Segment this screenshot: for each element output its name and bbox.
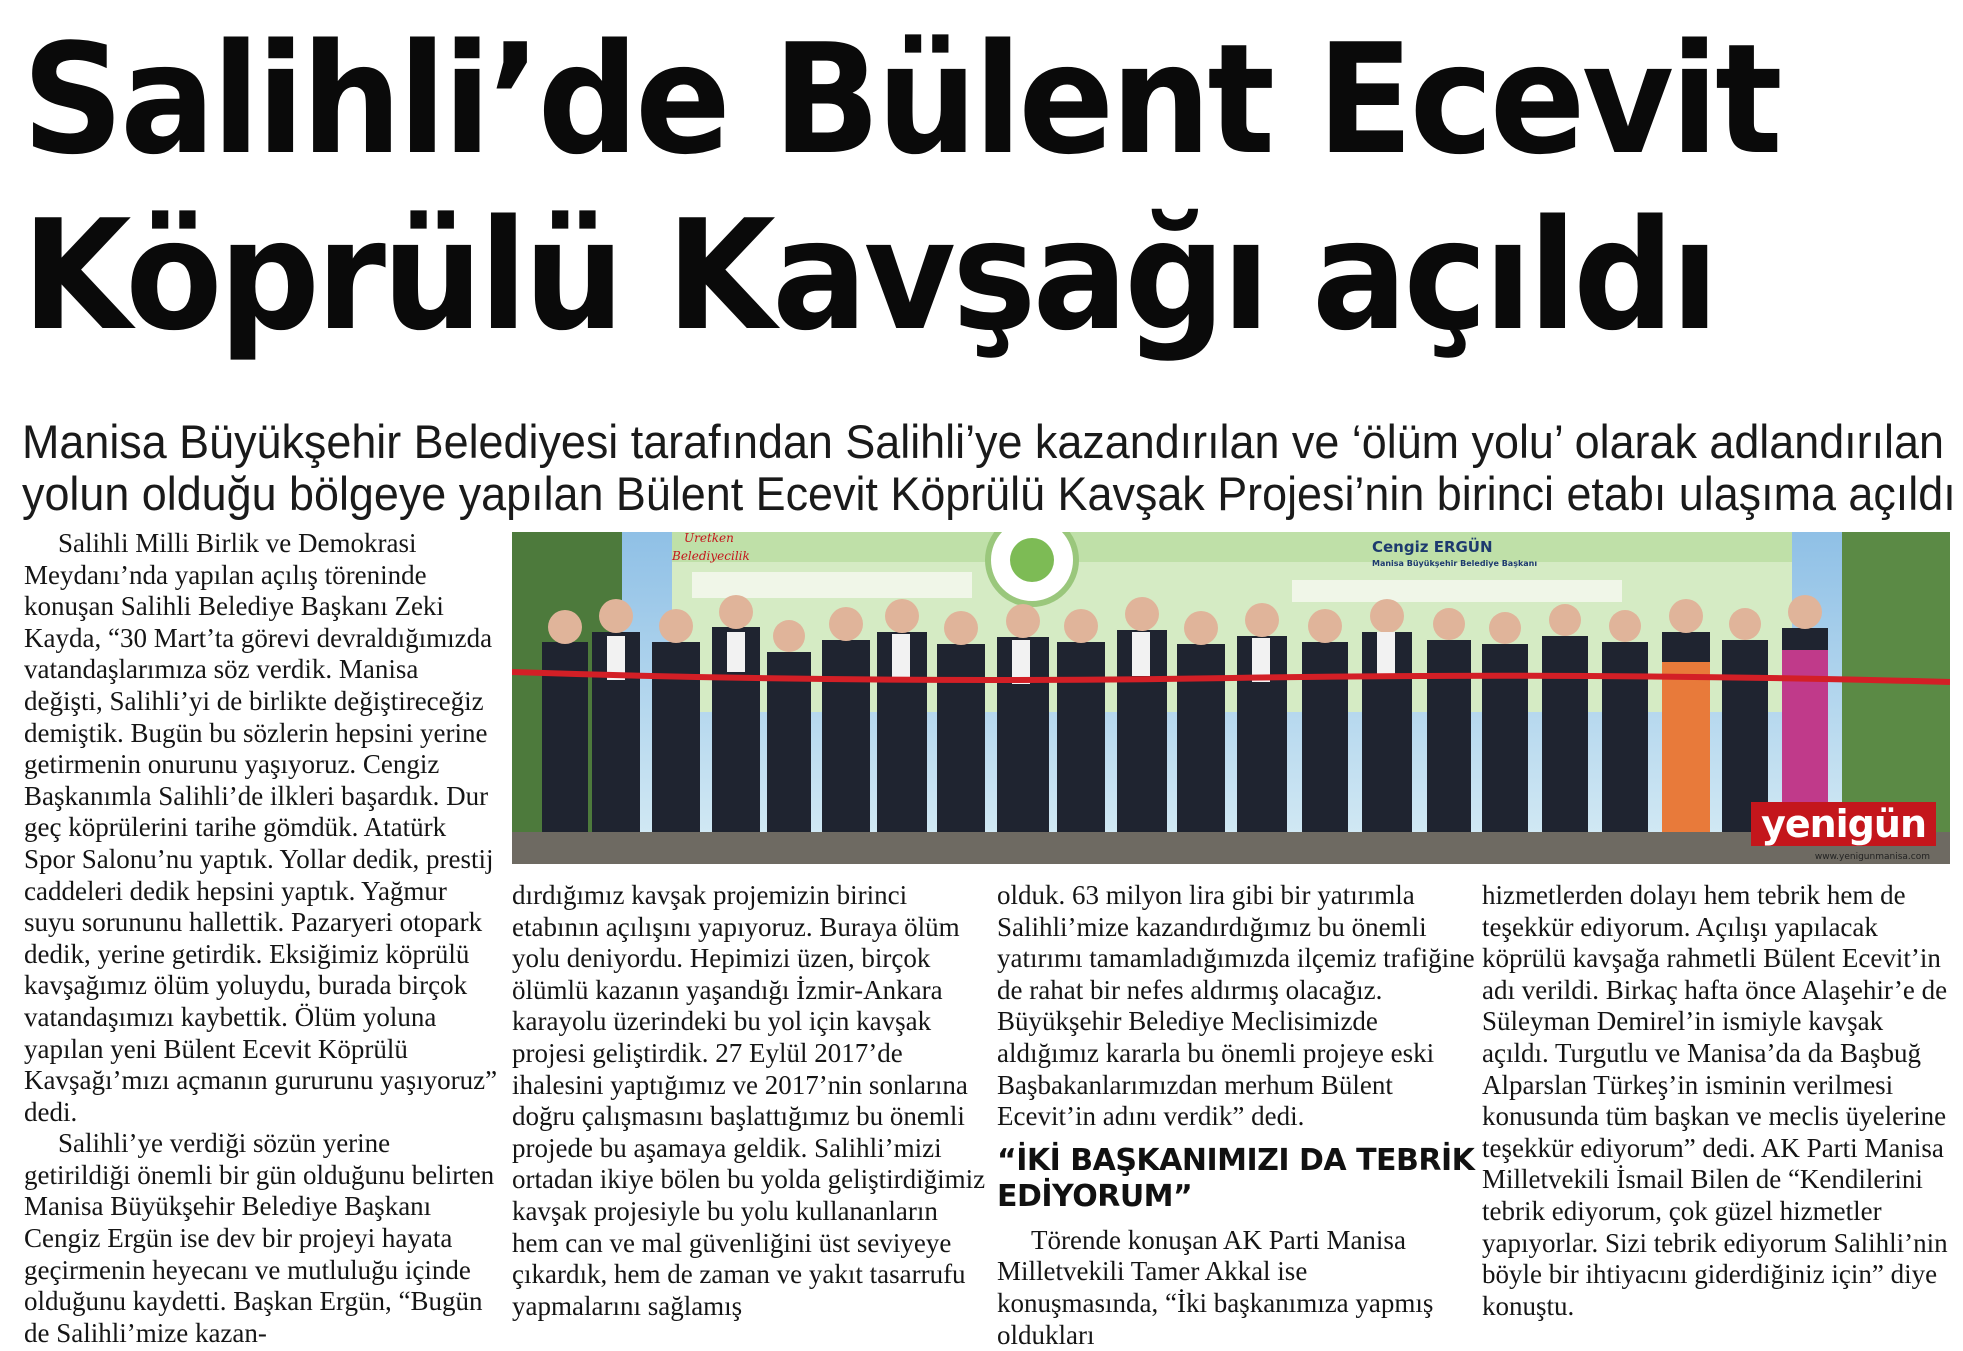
article-column-4 [1482,880,1952,1322]
article-paragraph: olduk. 63 milyon lira gibi bir yatırımla Salihli’mize kazandırdığımız bu önemli yatırımı tamamladığımızda ilçemiz trafiğine de rahat bir nefes aldırmış olacağız. Büyükşehir Belediye Meclisimizde aldığımız kararla bu önemli projeye eski Başbakanlarımızdan merhum Bülent Ecevit’in adını verdik” dedi. [997,880,1475,1132]
ribbon-cutting-illustration [512,532,1950,864]
article-paragraph: Salihli Milli Birlik ve Demokrasi Meydanı’nda yapılan açılış töreninde konuşan Salihli Belediye Başkanı Zeki Kayda, “30 Mart’ta görevi devraldığımızda vatandaşlarımıza söz verdik. Manisa değişti, Salihli’yi de birlikte değiştireceğiz demiştik. Bugün bu sözlerin hepsini yerine getirmenin onurunu yaşıyoruz. Cengiz Başkanımla Salihli’de ilkleri başardık. Dur geç köprülerini tarihe gömdük. Atatürk Spor Salonu’nu yaptık. Yollar dedik, prestij caddeleri dedik hepsini yaptık. Yağmur suyu sorununu hallettik. Pazaryeri otopark dedik, yerine getirdik. Eksiğimiz köprülü kavşağımız ölüm yoluydu, burada birçok vatandaşımızı kaybettik. Ölüm yoluna yapılan yeni Bülent Ecevit Köprülü Kavşağı’mızı açmanın gururunu yaşıyoruz” dedi. [24,528,498,1127]
article-column-3 [997,880,1475,1351]
banner-role: Manisa Büyükşehir Belediye Başkanı [1372,559,1538,568]
banner-slogan-2: Belediyecilik [672,549,750,563]
subheadline-line-1: Manisa Büyükşehir Belediyesi tarafından Salihli’ye kazandırılan ve ‘ölüm yolu’ olarak adlandırılan [22,415,1944,468]
article-column-2 [512,880,988,1322]
brand-logo: yenigün [1751,802,1936,846]
article-paragraph: dırdığımız kavşak projemizin birinci etabının açılışını yapıyoruz. Buraya ölüm yolu deniyordu. Hepimizi üzen, birçok ölümlü kazanın yaşandığı İzmir-Ankara karayolu üzerindeki bu yol için kavşak projesi geliştirdik. 27 Eylül 2017’de ihalesini yaptığımız ve 2017’nin sonlarına doğru çalışmasını başlattığımız bu önemli projede bu aşamaya geldik. Salihli’mizi ortadan ikiye bölen bu yolda geliştirdiğimiz kavşak projesiyle bu yolu kullananların hem can ve mal güvenliğini üst seviyeye çıkardık, hem de zaman ve yakıt tasarrufu yapmalarını sağlamış [512,880,986,1321]
article-paragraph: Törende konuşan AK Parti Manisa Milletvekili Tamer Akkal ise konuşmasında, “İki başkanımıza yapmış oldukları [997,1224,1434,1350]
section-subhead: “İKİ BAŞKANIMIZI DA TEBRİK EDİYORUM” [997,1142,1475,1214]
article-column-1 [24,528,502,1349]
ceremony-photo [512,532,1950,864]
banner-slogan-1: Üretken [684,532,734,545]
article-paragraph: hizmetlerden dolayı hem tebrik hem de teşekkür ediyorum. Açılışı yapılacak köprülü kavşağa rahmetli Bülent Ecevit’in adı verildi. Birkaç hafta önce Alaşehir’e de Süleyman Demirel’in ismiyle kavşak açıldı. Turgutlu ve Manisa’da da Başbuğ Alparslan Türkeş’in isminin verilmesi konusunda tüm başkan ve meclis üyelerine teşekkür ediyorum” dedi. AK Parti Manisa Milletvekili İsmail Bilen de “Kendilerini tebrik ediyorum, çok güzel hizmetler yapıyorlar. Sizi tebrik ediyorum Salihli’nin böyle bir ihtiyacını giderdiğiniz için” diye konuştu. [1482,880,1948,1321]
article-paragraph: Salihli’ye verdiği sözün yerine getirildiği önemli bir gün olduğunu belirten Manisa Büyükşehir Belediye Başkanı Cengiz Ergün ise dev bir projeyi hayata geçirmenin heyecanı ve mutluluğu içinde olduğunu kaydetti. Başkan Ergün, “Bugün de Salihli’mize kazan- [24,1128,495,1348]
banner-name: Cengiz ERGÜN [1372,538,1493,556]
brand-note: www.yenigunmanisa.com [1814,852,1930,862]
subheadline-line-2: yolun olduğu bölgeye yapılan Bülent Ecevit Köprülü Kavşak Projesi’nin birinci etabı ulaşıma açıldı [22,467,1956,520]
headline-line-1: Salihli’de Bülent Ecevit [22,11,1779,188]
headline-line-2: Köprülü Kavşağı açıldı [22,187,1716,364]
